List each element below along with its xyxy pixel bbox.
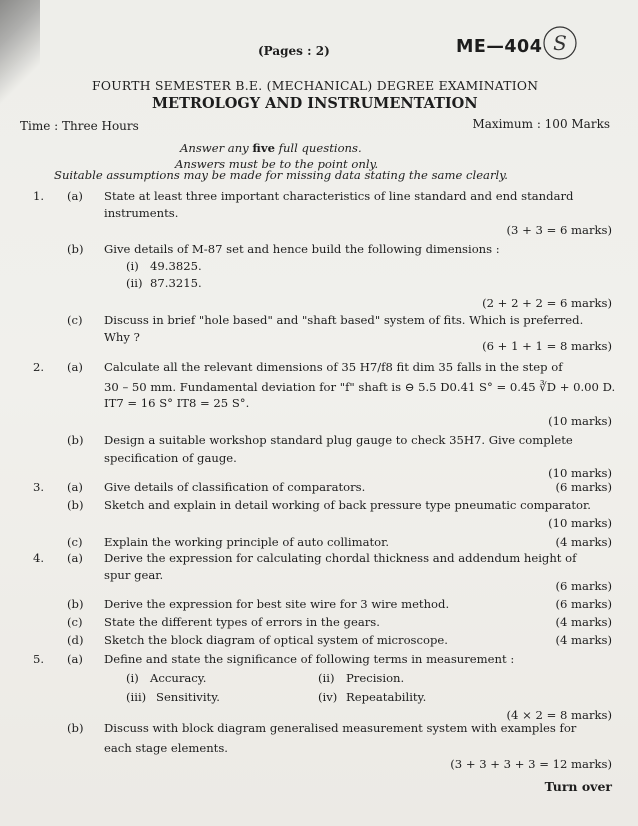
question-text: Explain the working principle of auto collimator.	[104, 535, 390, 549]
question-text: Why ?	[104, 330, 140, 344]
question-text: Accuracy.	[150, 671, 207, 685]
marks-allotted: (10 marks)	[548, 516, 612, 530]
scan-shadow	[0, 0, 40, 110]
question-text: IT7 = 16 S° IT8 = 25 S°.	[104, 396, 250, 410]
question-text: 49.3825.	[150, 259, 202, 273]
question-text: Repeatability.	[346, 690, 427, 704]
instruction-line-1: Answer any five full questions.	[180, 141, 362, 155]
time-allowed: Time : Three Hours	[20, 119, 139, 133]
question-part-label: (b)	[67, 597, 84, 611]
marks-allotted: (6 marks)	[555, 480, 612, 494]
question-text: Sensitivity.	[156, 690, 220, 704]
question-number: 2.	[33, 360, 45, 374]
question-text: Design a suitable workshop standard plug gauge to check 35H7. Give complete	[104, 433, 573, 447]
marks-allotted: (4 marks)	[555, 615, 612, 629]
subject-title: METROLOGY AND INSTRUMENTATION	[152, 95, 478, 112]
question-part-label: (c)	[67, 535, 83, 549]
question-part-label: (a)	[67, 551, 83, 565]
question-text: Give details of M-87 set and hence build the following dimensions :	[104, 242, 500, 256]
question-text: Sketch the block diagram of optical system of microscope.	[104, 633, 448, 647]
sub-item-label: (iv)	[318, 690, 338, 704]
question-part-label: (b)	[67, 242, 84, 256]
marks-allotted: (6 marks)	[555, 597, 612, 611]
question-text: specification of gauge.	[104, 451, 237, 465]
question-text: Discuss in brief "hole based" and "shaft based" system of fits. Which is preferred.	[104, 313, 584, 327]
question-text: Precision.	[346, 671, 405, 685]
marks-allotted: (6 marks)	[555, 579, 612, 593]
question-text: 87.3215.	[150, 276, 202, 290]
question-text: State at least three important characteristics of line standard and end standard	[104, 189, 574, 203]
question-part-label: (a)	[67, 360, 83, 374]
question-text: Calculate all the relevant dimensions of 35 H7/f8 fit dim 35 falls in the step of	[104, 360, 563, 374]
question-text: Give details of classification of comparators.	[104, 480, 366, 494]
sub-item-label: (i)	[126, 259, 139, 273]
marks-allotted: (4 marks)	[555, 633, 612, 647]
question-text: State the different types of errors in the gears.	[104, 615, 380, 629]
question-text: Derive the expression for calculating chordal thickness and addendum height of	[104, 551, 577, 565]
turn-over: Turn over	[544, 779, 612, 794]
question-part-label: (b)	[67, 498, 84, 512]
question-part-label: (a)	[67, 652, 83, 666]
question-number: 1.	[33, 189, 45, 203]
marks-allotted: (2 + 2 + 2 = 6 marks)	[482, 296, 612, 310]
question-part-label: (a)	[67, 189, 83, 203]
handwritten-set-mark	[540, 22, 580, 62]
question-text: Sketch and explain in detail working of back pressure type pneumatic comparator.	[104, 498, 591, 512]
page-count: (Pages : 2)	[258, 44, 330, 58]
question-text: 30 – 50 mm. Fundamental deviation for "f" shaft is ⊖ 5.5 D0.41 S° = 0.45 ∛D + 0.00 D.	[104, 380, 616, 394]
question-part-label: (b)	[67, 721, 84, 735]
question-text: spur gear.	[104, 568, 164, 582]
question-number: 4.	[33, 551, 45, 565]
marks-allotted: (4 marks)	[555, 535, 612, 549]
question-text: Discuss with block diagram generalised measurement system with examples for	[104, 721, 577, 735]
marks-allotted: (10 marks)	[548, 466, 612, 480]
question-part-label: (b)	[67, 433, 84, 447]
question-part-label: (d)	[67, 633, 84, 647]
question-number: 3.	[33, 480, 45, 494]
marks-allotted: (4 × 2 = 8 marks)	[506, 708, 612, 722]
question-text: Derive the expression for best site wire for 3 wire method.	[104, 597, 450, 611]
exam-title: FOURTH SEMESTER B.E. (MECHANICAL) DEGREE EXAMINATION	[92, 79, 539, 93]
question-part-label: (c)	[67, 313, 83, 327]
marks-allotted: (3 + 3 + 3 + 3 = 12 marks)	[450, 757, 612, 771]
marks-allotted: (3 + 3 = 6 marks)	[506, 223, 612, 237]
sub-item-label: (ii)	[126, 276, 143, 290]
marks-allotted: (10 marks)	[548, 414, 612, 428]
question-number: 5.	[33, 652, 45, 666]
question-text: instruments.	[104, 206, 179, 220]
instruction-line-3: Suitable assumptions may be made for missing data stating the same clearly.	[54, 168, 508, 182]
maximum-marks: Maximum : 100 Marks	[472, 117, 610, 131]
instruction-line-2: Answers must be to the point only.	[175, 157, 379, 171]
paper-code: ME—404	[456, 37, 543, 57]
question-part-label: (c)	[67, 615, 83, 629]
sub-item-label: (i)	[126, 671, 139, 685]
question-text: Define and state the significance of following terms in measurement :	[104, 652, 515, 666]
question-part-label: (a)	[67, 480, 83, 494]
marks-allotted: (6 + 1 + 1 = 8 marks)	[482, 339, 612, 353]
sub-item-label: (ii)	[318, 671, 335, 685]
sub-item-label: (iii)	[126, 690, 147, 704]
svg-text:S: S	[553, 31, 567, 55]
question-text: each stage elements.	[104, 741, 228, 755]
